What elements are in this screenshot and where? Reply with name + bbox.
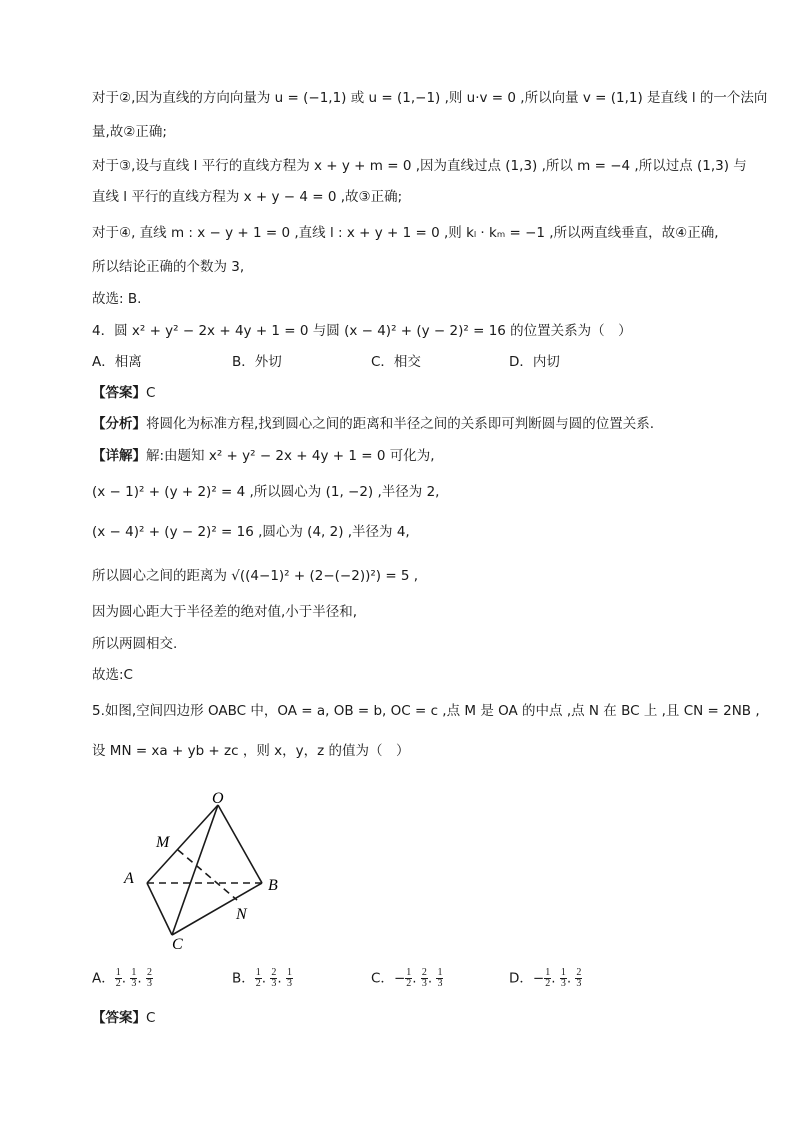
separator: . xyxy=(551,970,560,987)
text-line: 故选: B. xyxy=(92,291,142,307)
answer-tag: 【答案】 xyxy=(92,385,146,401)
q5-option-a xyxy=(92,968,153,989)
option-letter: C． xyxy=(371,970,394,987)
label-b: B xyxy=(268,877,278,894)
analysis-text: 将圆化为标准方程,找到圆心之间的距离和半径之间的关系即可判断圆与圆的位置关系. xyxy=(146,416,655,432)
question-5-stem: 5.如图,空间四边形 OABC 中，OA = a, OB = b, OC = c ,点 M 是 OA 的中点 ,点 N 在 BC 上 ,且 CN = 2NB , xyxy=(92,703,760,719)
text-line: 对于②,因为直线的方向向量为 u = (−1,1) 或 u = (1,−1) ,则 u·v = 0 ,所以向量 v = (1,1) 是直线 l 的一个法向 xyxy=(92,90,768,106)
fraction-denominator: 3 xyxy=(421,978,427,989)
q4-option-c: C．相交 xyxy=(371,354,421,370)
separator: . xyxy=(277,970,286,987)
fraction-denominator: 3 xyxy=(286,978,292,989)
separator: . xyxy=(427,970,437,987)
minus-sign: − xyxy=(532,970,545,987)
q5-option-c xyxy=(371,968,443,989)
fraction-numerator: 1 xyxy=(406,967,412,978)
fraction-numerator: 1 xyxy=(115,967,121,978)
label-m: M xyxy=(156,834,170,851)
tetrahedron-figure xyxy=(110,785,290,955)
detail-tag: 【详解】 xyxy=(92,448,146,464)
text-line: 所以结论正确的个数为 3, xyxy=(92,259,245,275)
q5-option-d xyxy=(509,968,582,989)
detail-line: (x − 1)² + (y + 2)² = 4 ,所以圆心为 (1, −2) ,半径为 2, xyxy=(92,484,440,500)
separator: . xyxy=(412,970,421,987)
fraction-numerator: 1 xyxy=(286,967,292,978)
answer-value: C xyxy=(146,1010,156,1026)
fraction xyxy=(421,968,428,989)
label-o: O xyxy=(212,790,224,807)
fraction xyxy=(436,968,443,989)
question-5-stem-2: 设 MN = xa + yb + zc ，则 x，y，z 的值为（ ） xyxy=(92,743,410,759)
detail-line: 故选:C xyxy=(92,667,133,683)
question-4-stem: 4．圆 x² + y² − 2x + 4y + 1 = 0 与圆 (x − 4)² + (y − 2)² = 16 的位置关系为（ ） xyxy=(92,323,632,339)
fraction-denominator: 3 xyxy=(271,978,277,989)
fraction-denominator: 3 xyxy=(576,978,582,989)
detail-text: 解:由题知 x² + y² − 2x + 4y + 1 = 0 可化为, xyxy=(146,448,435,464)
answer-value: C xyxy=(146,385,156,401)
fraction xyxy=(286,968,293,989)
fraction-numerator: 1 xyxy=(560,967,566,978)
separator: . xyxy=(137,970,146,987)
label-a: A xyxy=(124,870,134,887)
separator: . xyxy=(566,970,576,987)
separator: . xyxy=(121,970,131,987)
fraction xyxy=(575,968,582,989)
fraction xyxy=(115,968,122,989)
fraction-denominator: 2 xyxy=(545,978,551,989)
q4-option-d: D．内切 xyxy=(509,354,560,370)
fraction-denominator: 2 xyxy=(115,978,121,989)
fraction-denominator: 2 xyxy=(406,978,412,989)
text-line: 对于④, 直线 m : x − y + 1 = 0 ,直线 l : x + y + 1 = 0 ,则 kₗ · kₘ = −1 ,所以两直线垂直，故④正确, xyxy=(92,225,719,241)
fraction xyxy=(560,968,567,989)
fraction-numerator: 2 xyxy=(421,967,427,978)
fraction-numerator: 1 xyxy=(545,967,551,978)
analysis-tag: 【分析】 xyxy=(92,416,146,432)
text-line: 量,故②正确; xyxy=(92,124,167,140)
fraction xyxy=(146,968,153,989)
separator: . xyxy=(261,970,271,987)
fraction-numerator: 1 xyxy=(255,967,261,978)
fraction-numerator: 1 xyxy=(437,967,443,978)
option-letter: D． xyxy=(509,970,533,987)
q4-option-b: B．外切 xyxy=(232,354,282,370)
detail-line: 因为圆心距大于半径差的绝对值,小于半径和, xyxy=(92,604,358,620)
detail-line: 所以圆心之间的距离为 √((4−1)² + (2−(−2))²) = 5 , xyxy=(92,568,419,584)
detail-line: (x − 4)² + (y − 2)² = 16 ,圆心为 (4, 2) ,半径为 4, xyxy=(92,524,410,540)
q5-answer xyxy=(92,1008,155,1028)
option-letter: B． xyxy=(232,970,255,987)
q4-answer xyxy=(92,383,155,403)
fraction-numerator: 1 xyxy=(131,967,137,978)
text-line: 对于③,设与直线 l 平行的直线方程为 x + y + m = 0 ,因为直线过点 (1,3) ,所以 m = −4 ,所以过点 (1,3) 与 xyxy=(92,158,747,174)
minus-sign: − xyxy=(393,970,406,987)
label-c: C xyxy=(172,936,183,953)
fraction xyxy=(255,968,262,989)
q4-option-a: A．相离 xyxy=(92,354,142,370)
fraction-denominator: 3 xyxy=(560,978,566,989)
fraction-denominator: 2 xyxy=(255,978,261,989)
option-letter: A． xyxy=(92,970,115,987)
label-n: N xyxy=(236,906,247,923)
fraction-numerator: 2 xyxy=(271,967,277,978)
text-line: 直线 l 平行的直线方程为 x + y − 4 = 0 ,故③正确; xyxy=(92,189,403,205)
q4-analysis xyxy=(92,414,654,434)
fraction-denominator: 3 xyxy=(131,978,137,989)
fraction-denominator: 3 xyxy=(437,978,443,989)
fraction-denominator: 3 xyxy=(146,978,152,989)
answer-tag: 【答案】 xyxy=(92,1010,146,1026)
fraction-numerator: 2 xyxy=(146,967,152,978)
fraction-numerator: 2 xyxy=(576,967,582,978)
q5-option-b xyxy=(232,968,293,989)
q4-detail xyxy=(92,446,435,466)
detail-line: 所以两圆相交. xyxy=(92,636,178,652)
